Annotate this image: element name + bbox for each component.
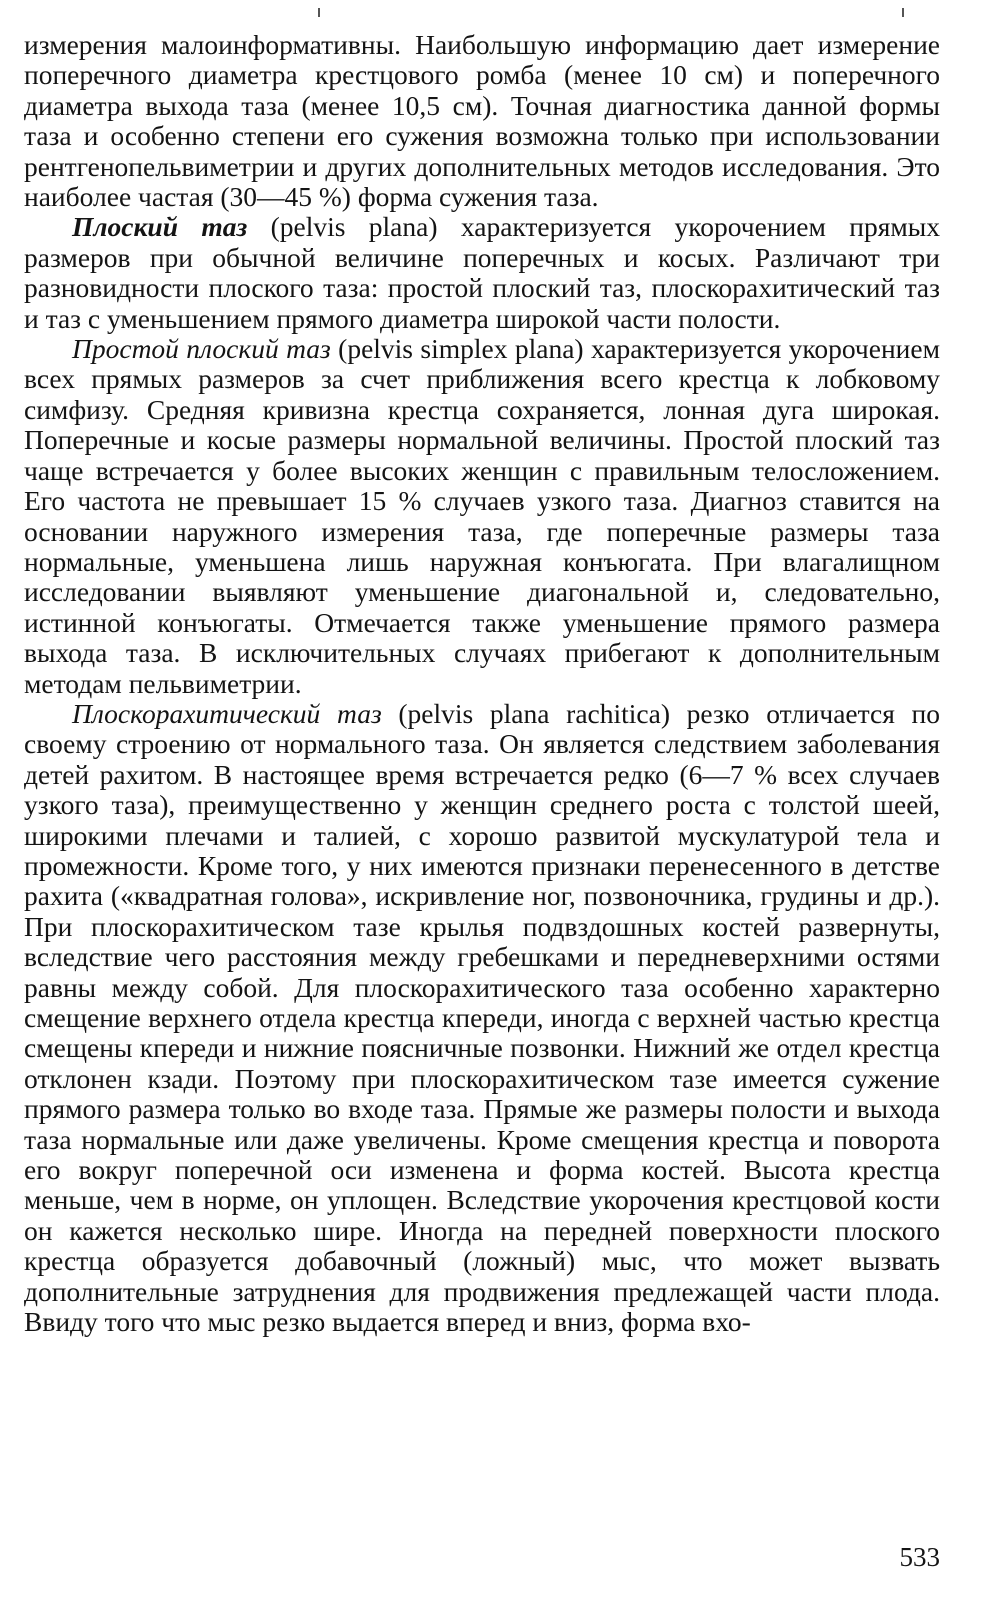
term-heading: Простой плоский таз xyxy=(72,333,331,365)
term-heading: Плоский таз xyxy=(72,211,248,243)
paragraph xyxy=(24,699,940,1338)
paragraph-text: (pelvis simplex plana) характеризуется укорочением всех прямых размеров за счет приближения всего крестца к лобковому симфизу. Средняя кривизна крестца сохраняется, лонная дуга широкая. Поперечные и косые размеры нормальной величины. Простой плоский таз чаще встречается у более высоких женщин с правильным телосложением. Его частота не превышает 15 % случаев узкого таза. Диагноз ставится на основании наружного измерения таза, где поперечные размеры таза нормальные, уменьшена лишь наружная конъюгата. При влагалищном исследовании выявляют уменьшение диагональной и, следовательно, истинной конъюгаты. Отмечается также уменьшение прямого размера выхода таза. В исключительных случаях прибегают к дополнительным методам пельвиметрии. xyxy=(24,333,941,699)
paragraph xyxy=(24,212,940,334)
term-heading: Плоскорахитический таз xyxy=(72,697,382,729)
paragraph-text: измерения малоинформативны. Наибольшую информацию дает измерение поперечного диаметра крестцового ромба (менее 10 см) и поперечного диаметра выхода таза (менее 10,5 см). Точная диагностика данной формы таза и особенно степени его сужения возможна только при использовании рентгенопельвиметрии и других дополнительных методов исследования. Это наиболее частая (30—45 %) форма сужения таза. xyxy=(24,29,940,213)
paragraph-text: (pelvis plana rachitica) резко отличается по своему строению от нормального таза. Он является следствием заболевания детей рахитом. В настоящее время встречается редко (6—7 % всех случаев узкого таза), преимущественно у женщин среднего роста с толстой шеей, широкими плечами и талией, с хорошо развитой мускулатурой тела и промежности. Кроме того, у них имеются признаки перенесенного в детстве рахита («квадратная голова», искривление ног, позвоночника, грудины и др.). При плоскорахитическом тазе крылья подвздошных костей развернуты, вследствие чего расстояния между гребешками и передневерхними остями равны между собой. Для плоскорахитического таза особенно характерно смещение верхнего отдела крестца кпереди, иногда с верхней частью крестца смещены кпереди и нижние поясничные позвонки. Нижний же отдел крестца отклонен кзади. Поэтому при плоскорахитическом тазе имеется сужение прямого размера только во входе таза. Прямые же размеры полости и выхода таза нормальные или даже увеличены. Кроме смещения крестца и поворота его вокруг поперечной оси изменена и форма костей. Высота крестца меньше, чем в норме, он уплощен. Вследствие укорочения крестцовой кости он кажется несколько шире. Иногда на передней поверхности плоского крестца образуется добавочный (ложный) мыс, что может вызвать дополнительные затруднения для продвижения предлежащей части плода. Ввиду того что мыс резко выдается вперед и вниз, форма вхо- xyxy=(24,697,941,1338)
scan-speck xyxy=(902,8,904,17)
paragraph xyxy=(24,30,940,212)
document-page xyxy=(24,30,940,1337)
paragraph-text: (pelvis plana) характеризуется укорочением прямых размеров при обычной величине поперечных и косых. Различают три разновидности плоского таза: простой плоский таз, плоскорахитический таз и таз с уменьшением прямого диаметра широкой части полости. xyxy=(24,211,940,334)
page-number: 533 xyxy=(899,1542,940,1572)
paragraph xyxy=(24,334,940,699)
scan-speck xyxy=(318,8,320,17)
